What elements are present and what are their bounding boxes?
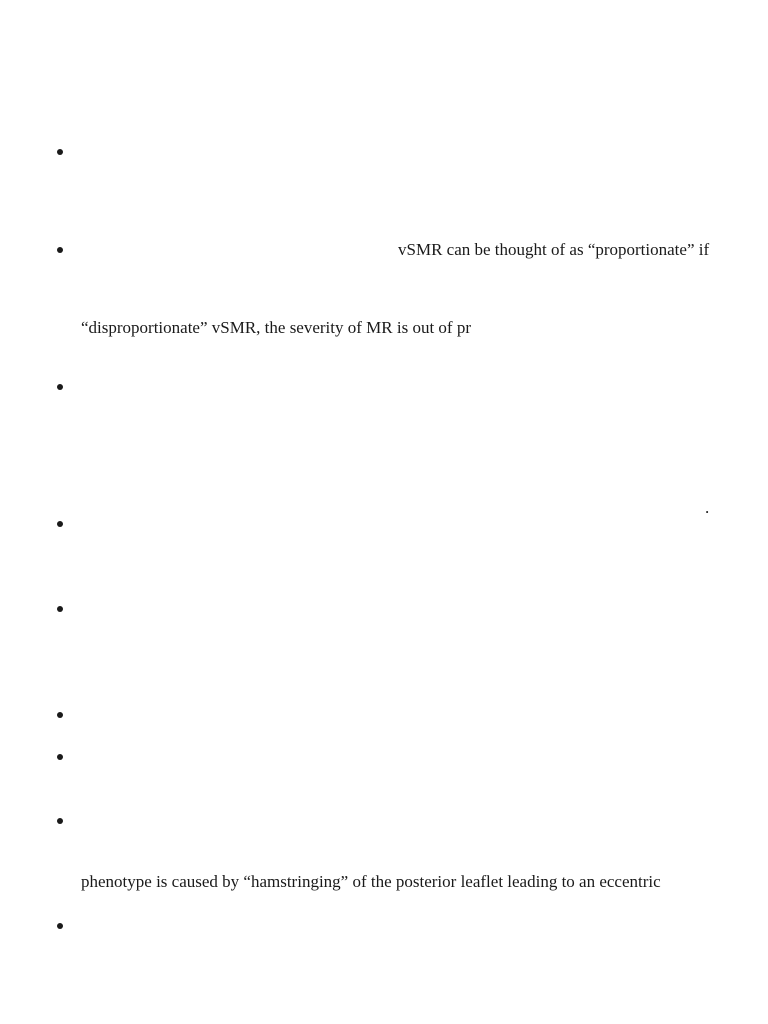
list-bullet — [57, 754, 63, 760]
list-bullet — [57, 149, 63, 155]
list-bullet — [57, 818, 63, 824]
text-line-proportionate: vSMR can be thought of as “proportionate” if — [398, 240, 710, 259]
list-bullet — [57, 923, 63, 929]
list-bullet — [57, 521, 63, 527]
text-line-hamstringing: phenotype is caused by “hamstringing” of the posterior leaflet leading to an eccentric — [81, 872, 661, 891]
text-line-disproportionate: “disproportionate” vSMR, the severity of MR is out of pr — [81, 318, 472, 337]
list-bullet — [57, 384, 63, 390]
list-bullet — [57, 712, 63, 718]
text-line-period: . — [705, 498, 710, 517]
list-bullet — [57, 606, 63, 612]
list-bullet — [57, 247, 63, 253]
